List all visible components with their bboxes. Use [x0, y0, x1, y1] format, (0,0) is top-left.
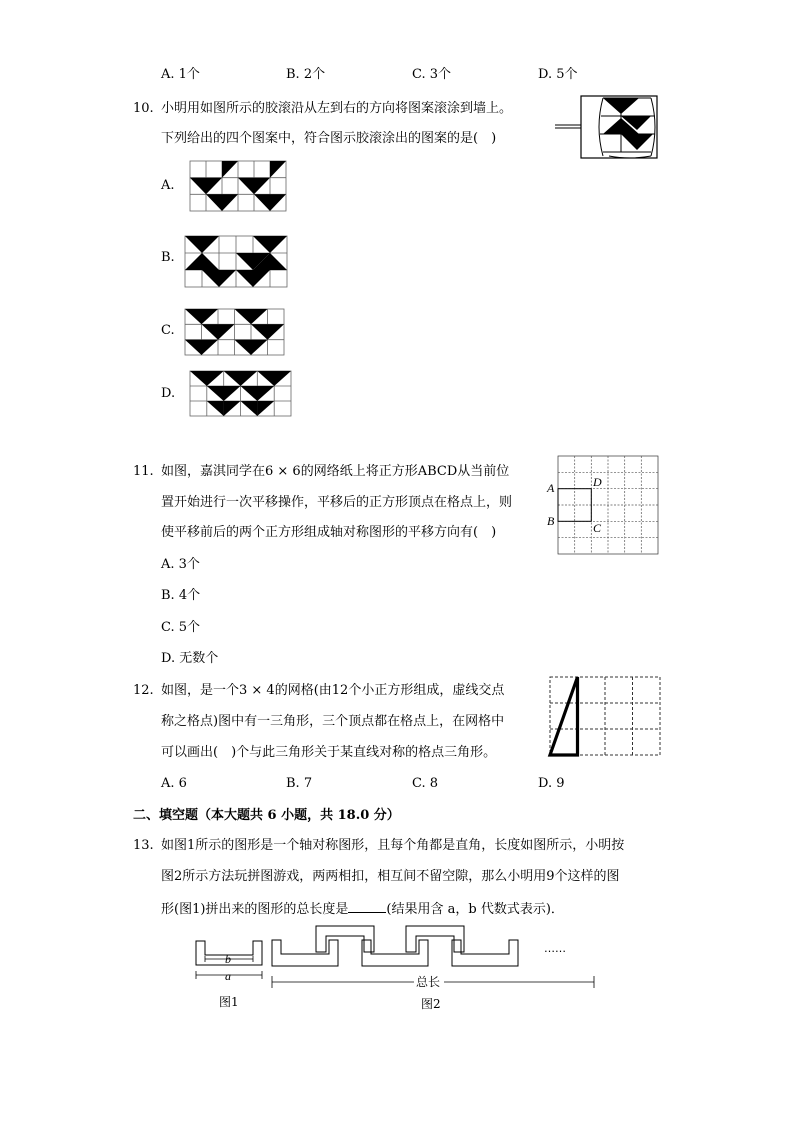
q10-line2: 下列给出的四个图案中，符合图示胶滚涂出的图案的是( ) [161, 131, 497, 146]
q11-number: 11. [133, 464, 154, 479]
q12-option-b: B. 7 [286, 776, 313, 791]
q12-line3: 可以画出( )个与此三角形关于某直线对称的格点三角形。 [161, 745, 497, 760]
q10-option-c-pattern [185, 309, 287, 357]
label-A: A [547, 481, 555, 495]
q12-line1: 如图，是一个3 × 4的网格(由12个小正方形组成，虚线交点 [161, 683, 505, 698]
q12-option-d: D. 9 [538, 776, 565, 791]
q13-line3-pre: 形(图1)拼出来的图形的总长度是 [161, 902, 349, 917]
q13-line3 [161, 900, 564, 918]
section2-heading: 二、填空题（本大题共 6 小题，共 18.0 分） [133, 808, 400, 823]
fig2-label: 图2 [421, 997, 441, 1011]
q10-option-d-label: D. [161, 386, 176, 401]
q12-grid-figure [547, 676, 663, 758]
label-D: D [593, 475, 602, 489]
fig1-label: 图1 [219, 995, 239, 1009]
q13-line3-post: (结果用含 a，b 代数式表示)． [386, 902, 564, 917]
label-a: a [225, 969, 231, 983]
q13-figure1 [190, 935, 270, 1015]
q13-line2: 图2所示方法玩拼图游戏，两两相扣，相互间不留空隙，那么小明用9个这样的图 [161, 869, 620, 884]
q11-option-b: B. 4个 [161, 588, 201, 603]
q10-number: 10. [133, 101, 154, 116]
q10-option-a-pattern [190, 161, 290, 213]
q12-number: 12. [133, 683, 154, 698]
q10-option-d-pattern [190, 371, 294, 419]
q10-option-c-label: C. [161, 323, 175, 338]
q11-option-a: A. 3个 [161, 557, 200, 572]
total-length-label: 总长 [416, 975, 441, 989]
q13-number: 13. [133, 838, 154, 853]
q10-option-a-label: A. [161, 178, 175, 193]
roller-figure [555, 92, 665, 164]
q11-line2: 置开始进行一次平移操作，平移后的正方形顶点在格点上，则 [161, 495, 513, 510]
q12-option-a: A. 6 [161, 776, 187, 791]
q9-option-d: D. 5个 [538, 67, 578, 82]
q11-option-c: C. 5个 [161, 620, 201, 635]
q10-option-b-label: B. [161, 250, 175, 265]
label-b: b [225, 952, 231, 966]
q11-grid-figure [540, 455, 662, 557]
q13-answer-blank[interactable] [348, 900, 386, 913]
q12-option-c: C. 8 [412, 776, 439, 791]
label-C: C [593, 521, 602, 535]
q9-option-c: C. 3个 [412, 67, 452, 82]
q11-line3: 使平移前后的两个正方形组成轴对称图形的平移方向有( ) [161, 525, 497, 540]
q9-option-b: B. 2个 [286, 67, 326, 82]
label-B: B [547, 514, 555, 528]
q11-option-d: D. 无数个 [161, 651, 219, 666]
q13-line1: 如图1所示的图形是一个轴对称图形，且每个角都是直角，长度如图所示，小明按 [161, 838, 625, 853]
q10-option-b-pattern [185, 236, 290, 290]
q12-line2: 称之格点)图中有一三角形，三个顶点都在格点上，在网格中 [161, 714, 505, 729]
q11-line1: 如图，嘉淇同学在6 × 6的网络纸上将正方形ABCD从当前位 [161, 464, 510, 479]
q10-line1: 小明用如图所示的胶滚沿从左到右的方向将图案滚涂到墙上。 [161, 101, 513, 116]
q9-option-a: A. 1个 [161, 67, 200, 82]
q13-figure2 [266, 920, 606, 1020]
ellipsis: …… [544, 942, 566, 955]
